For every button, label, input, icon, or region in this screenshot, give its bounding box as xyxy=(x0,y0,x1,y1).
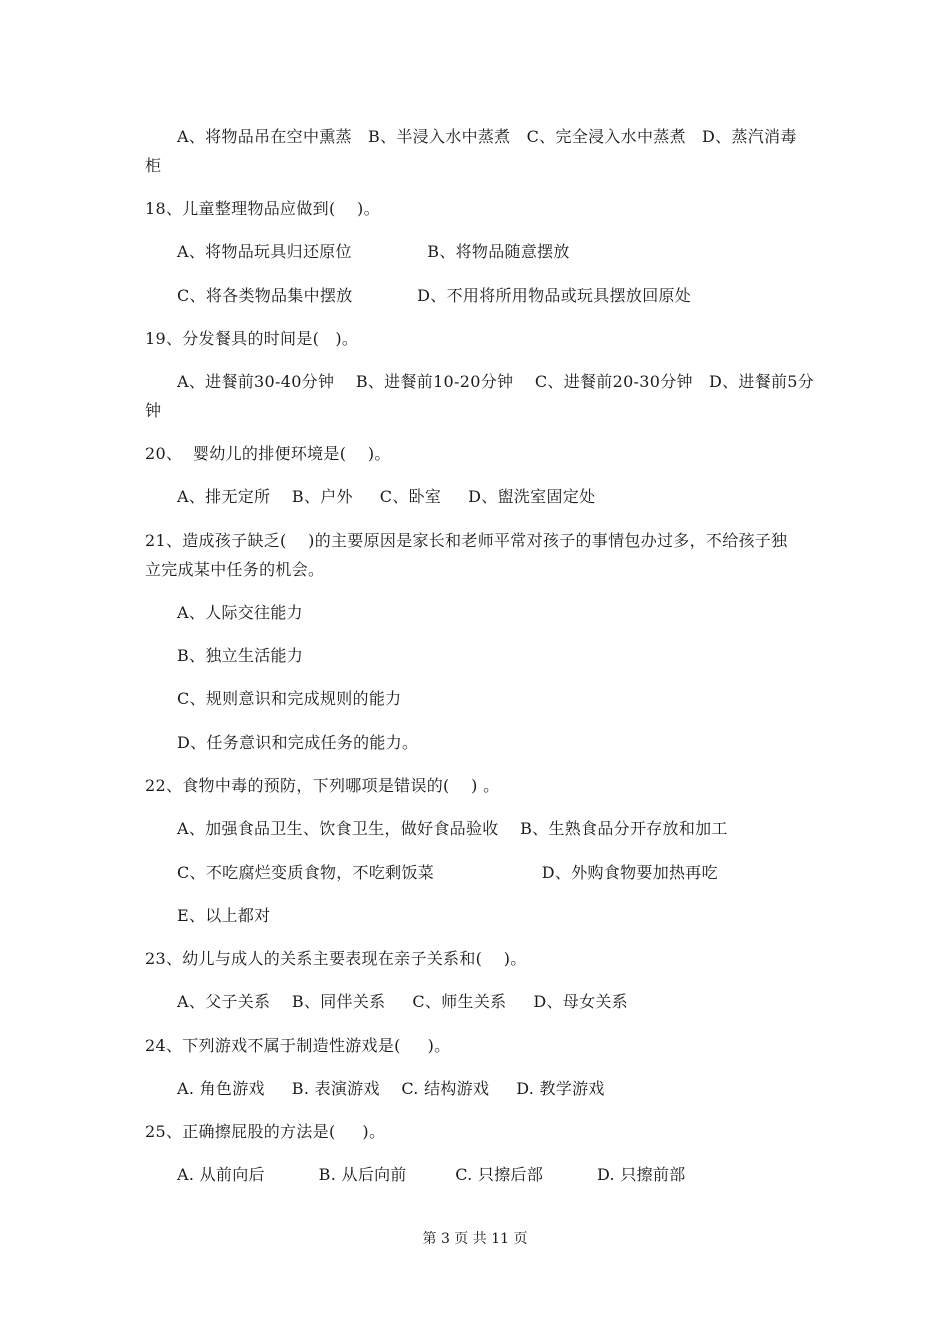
q22-options-ab: A、加强食品卫生、饮食卫生，做好食品验收 B、生熟食品分开存放和加工 xyxy=(177,819,728,838)
q21-option-a: A、人际交往能力 xyxy=(177,603,303,622)
q21-option-c: C、规则意识和完成规则的能力 xyxy=(177,689,402,708)
q21-stem-line-1: 21、造成孩子缺乏( )的主要原因是家长和老师平常对孩子的事情包办过多，不给孩子独 xyxy=(145,531,788,550)
q22-stem: 22、食物中毒的预防，下列哪项是错误的( ) 。 xyxy=(145,776,500,795)
q22-options-cd: C、不吃腐烂变质食物，不吃剩饭菜 D、外购食物要加热再吃 xyxy=(177,863,718,882)
page-footer: 第 3 页 共 11 页 xyxy=(422,1231,528,1247)
q25-stem: 25、正确擦屁股的方法是( )。 xyxy=(145,1122,386,1141)
q24-options: A. 角色游戏 B. 表演游戏 C. 结构游戏 D. 教学游戏 xyxy=(177,1079,605,1098)
q19-stem: 19、分发餐具的时间是( )。 xyxy=(145,329,359,348)
q25-options: A. 从前向后 B. 从后向前 C. 只擦后部 D. 只擦前部 xyxy=(177,1165,686,1184)
q19-options-line-1: A、进餐前30-40分钟 B、进餐前10-20分钟 C、进餐前20-30分钟 D、进餐前5分 xyxy=(177,372,815,391)
q17-options-line-2: 柜 xyxy=(145,156,162,175)
q21-option-d: D、任务意识和完成任务的能力。 xyxy=(177,733,419,752)
q18-options-ab: A、将物品玩具归还原位 B、将物品随意摆放 xyxy=(177,242,570,261)
q20-options: A、排无定所 B、户外 C、卧室 D、盥洗室固定处 xyxy=(177,487,596,506)
q22-option-e: E、以上都对 xyxy=(177,906,271,925)
q19-options-line-2: 钟 xyxy=(145,401,162,420)
q23-stem: 23、幼儿与成人的关系主要表现在亲子关系和( )。 xyxy=(145,949,527,968)
q18-options-cd: C、将各类物品集中摆放 D、不用将所用物品或玩具摆放回原处 xyxy=(177,286,692,305)
q17-options-line-1: A、将物品吊在空中熏蒸 B、半浸入水中蒸煮 C、完全浸入水中蒸煮 D、蒸汽消毒 xyxy=(177,127,797,146)
q18-stem: 18、儿童整理物品应做到( )。 xyxy=(145,199,380,218)
q21-stem-line-2: 立完成某中任务的机会。 xyxy=(145,560,325,579)
q23-options: A、父子关系 B、同伴关系 C、师生关系 D、母女关系 xyxy=(177,992,628,1011)
q20-stem: 20、 婴幼儿的排便环境是( )。 xyxy=(145,444,391,463)
q21-option-b: B、独立生活能力 xyxy=(177,646,304,665)
q24-stem: 24、下列游戏不属于制造性游戏是( )。 xyxy=(145,1036,451,1055)
